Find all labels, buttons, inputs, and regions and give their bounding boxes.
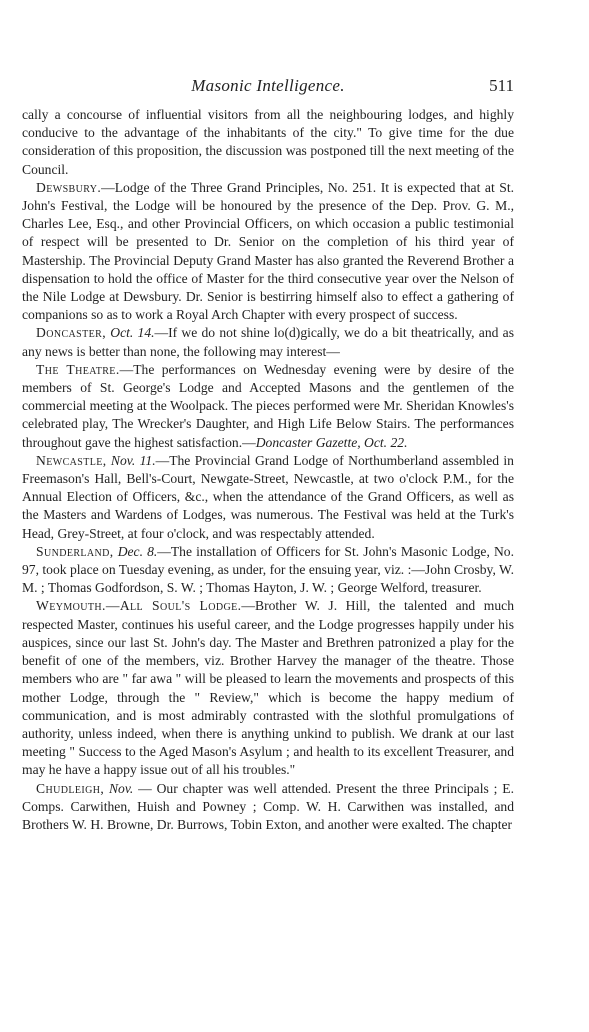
- paragraph-dewsbury: [22, 179, 514, 325]
- place-heading: Chudleigh,: [36, 780, 105, 796]
- place-heading: Sunderland,: [36, 543, 114, 559]
- paragraph-doncaster: [22, 324, 514, 360]
- source-citation: Doncaster Gazette, Oct. 22.: [255, 434, 408, 450]
- paragraph-text: —Brother W. J. Hill, the talented and much respected Master, continues his useful career, and the Lodge progresses happily under his auspices, since our last St. John's day. The Master and Brethren patronized a play for the benefit of one of the members, viz. Brother Harvey the manager of the theatre. Those members who are " far awa " will be pleased to learn the movements and prospects of this mother Lodge, through the " Review," which is become the happy medium of communication, and is most admirably contrasted with the slothful promulgations of authority, unless indeed, when there is anything unkind to publish. We drank at our last meeting " Success to the Aged Mason's Asylum ; and health to its excellent Treasurer, and may he have a happy issue out of all his troubles.": [22, 598, 514, 778]
- paragraph-text: —The performances on Wednesday evening were by desire of the members of St. George's Lodge and Accepted Masons and the gentlemen of the commercial meeting at the Woolpack. The pieces performed were Mr. Sheridan Knowles's celebrated play, The Wrecker's Daughter, and High Life Below Stairs. The performances throughout gave the highest satisfaction.—: [22, 361, 514, 450]
- article-body: [22, 106, 514, 834]
- paragraph-weymouth: [22, 597, 514, 779]
- paragraph-text: —The Provincial Grand Lodge of Northumberland assembled in Freemason's Hall, Bell's-Court, Newgate-Street, Newcastle, at two o'clock P.M., for the Annual Election of Officers, &c., when the attendance of the Grand Officers, as well as the Masters and Wardens of Lodges, was numerous. The Festival was held at the Turk's Head, Grey-Street, at four o'clock, and was respectably attended.: [22, 452, 514, 541]
- paragraph-sunderland: [22, 543, 514, 598]
- place-heading: The Theatre.: [36, 361, 120, 377]
- place-heading: Dewsbury.: [36, 179, 102, 195]
- page-header: [22, 76, 514, 98]
- place-heading: Doncaster,: [36, 325, 106, 341]
- page-number: 511: [489, 76, 514, 95]
- entry-date: Oct. 14.: [106, 325, 155, 341]
- place-heading: Weymouth.—All Soul's Lodge.: [36, 598, 242, 614]
- paragraph-text: —Lodge of the Three Grand Principles, No. 251. It is expected that at St. John's Festival, the Lodge will be honoured by the presence of the Dep. Prov. G. M., Charles Lee, Esq., and other Provincial Officers, on which occasion a public testimonial of respect will be presented to Dr. Senior on the completion of his third year of Mastership. The Provincial Deputy Grand Master has also granted the Reverend Brother a dispensation to hold the office of Master for the third consecutive year over the Nelson of the Nile Lodge at Dewsbury. Dr. Senior is bestirring himself also to effect a gathering of companions so as to work a Royal Arch Chapter with every prospect of success.: [22, 179, 514, 323]
- running-title: Masonic Intelligence.: [191, 76, 345, 95]
- entry-date: Nov. 11.: [106, 452, 156, 468]
- paragraph-text: —If we do not shine lo(d)gically, we do a bit theatrically, and as any news is better than none, the following may interest—: [22, 325, 514, 359]
- paragraph-continuation: [22, 106, 514, 179]
- place-heading: Newcastle,: [36, 452, 107, 468]
- paragraph-text: cally a concourse of influential visitors from all the neighbouring lodges, and highly conducive to the advantage of the inhabitants of the city." To give time for the due consideration of this proposition, the discussion was postponed till the next meeting of the Council.: [22, 107, 514, 177]
- paragraph-newcastle: [22, 452, 514, 543]
- paragraph-chudleigh: [22, 780, 514, 835]
- paragraph-theatre: [22, 361, 514, 452]
- paragraph-text: — Our chapter was well attended. Present the three Principals ; E. Comps. Carwithen, Huish and Powney ; Comp. W. H. Carwithen was installed, and Brothers W. H. Browne, Dr. Burrows, Tobin Exton, and another were exalted. The chapter: [22, 780, 514, 832]
- paragraph-text: —The installation of Officers for St. John's Masonic Lodge, No. 97, took place on Tuesday evening, as under, for the ensuing year, viz. :—John Crosby, W. M. ; Thomas Godfordson, S. W. ; Thomas Hayton, J. W. ; George Welford, treasurer.: [22, 543, 514, 596]
- entry-date: Dec. 8.: [113, 543, 158, 559]
- entry-date: Nov.: [104, 780, 134, 796]
